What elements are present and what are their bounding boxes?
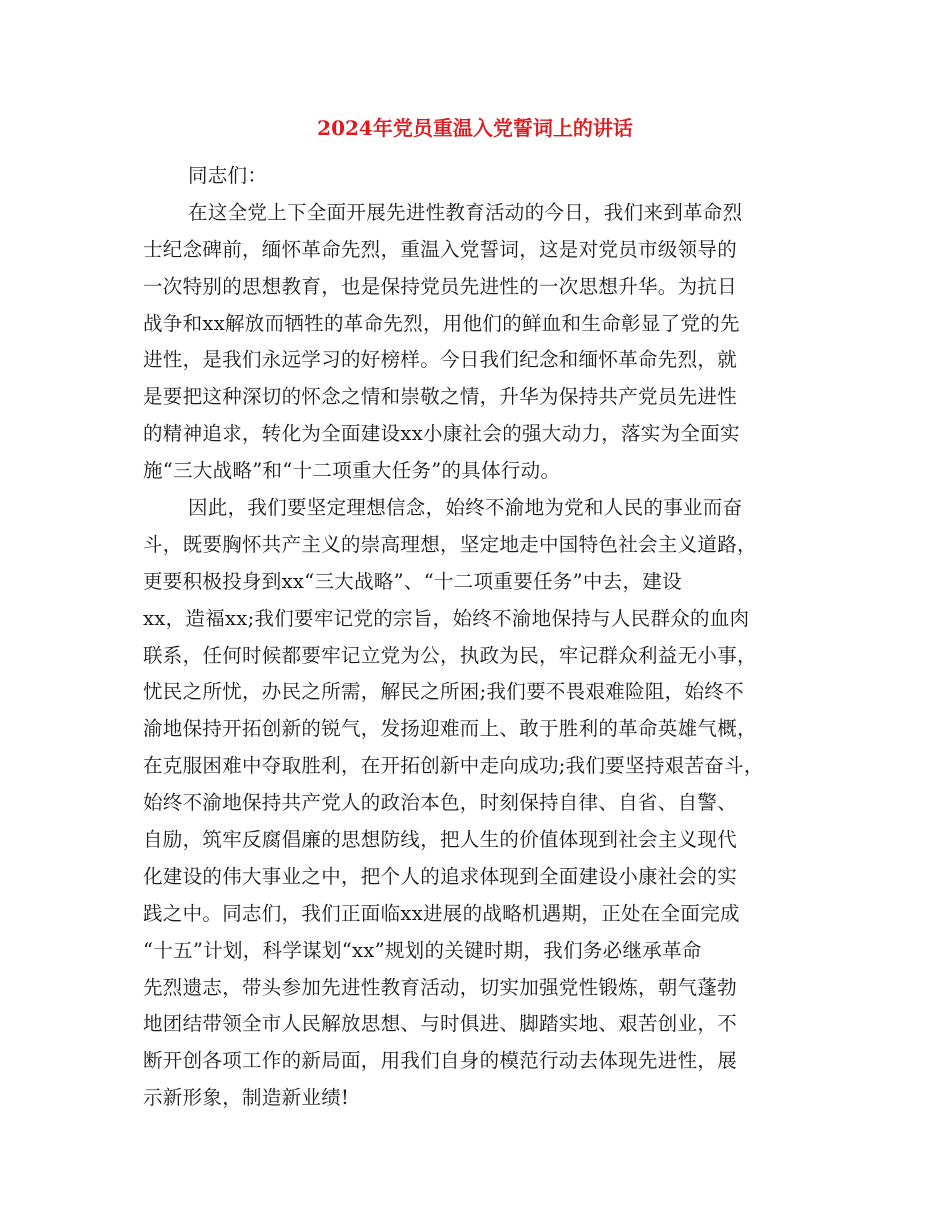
- paragraph-line: 联系，任何时候都要牢记立党为公，执政为民，牢记群众利益无小事，: [143, 643, 757, 667]
- paragraph-line: 在这全党上下全面开展先进性教育活动的今日，我们来到革命烈: [188, 200, 743, 224]
- salutation-line: 同志们：: [188, 164, 268, 187]
- paragraph-line: 士纪念碑前，缅怀革命先烈，重温入党誓词，这是对党员市级领导的: [143, 237, 738, 261]
- paragraph-line: 斗，既要胸怀共产主义的崇高理想，坚定地走中国特色社会主义道路，: [143, 532, 757, 556]
- document-title: 2024年党员重温入党誓词上的讲话: [317, 116, 633, 140]
- paragraph-line: 渝地保持开拓创新的锐气，发扬迎难而上、敢于胜利的革命英雄气概，: [143, 717, 757, 741]
- paragraph-line: 在克服困难中夺取胜利，在开拓创新中走向成功;我们要坚持艰苦奋斗，: [143, 754, 764, 778]
- paragraph-line: 先烈遗志，带头参加先进性教育活动，切实加强党性锻炼，朝气蓬勃: [143, 975, 738, 999]
- paragraph-line: 是要把这种深切的怀念之情和崇敬之情，升华为保持共产党员先进性: [143, 385, 738, 409]
- paragraph-line: 施“三大战略”和“十二项重大任务”的具体行动。: [143, 459, 561, 483]
- paragraph-line: 地团结带领全市人民解放思想、与时俱进、脚踏实地、艰苦创业，不: [143, 1012, 738, 1036]
- paragraph-line: 践之中。同志们，我们正面临xx进展的战略机遇期，正处在全面完成: [143, 901, 740, 925]
- paragraph-line: 忧民之所忧，办民之所需，解民之所困;我们要不畏艰难险阻，始终不: [143, 680, 744, 704]
- paragraph-line: 一次特别的思想教育，也是保持党员先进性的一次思想升华。为抗日: [143, 274, 738, 298]
- paragraph-line: 更要积极投身到xx“三大战略”、“十二项重要任务”中去，建设: [143, 569, 682, 593]
- paragraph-line: 化建设的伟大事业之中，把个人的追求体现到全面建设小康社会的实: [143, 864, 738, 888]
- paragraph-line: 进性，是我们永远学习的好榜样。今日我们纪念和缅怀革命先烈，就: [143, 348, 738, 372]
- document-body: [143, 158, 823, 1117]
- paragraph-line: 战争和xx解放而牺牲的革命先烈，用他们的鲜血和生命彰显了党的先: [143, 311, 740, 335]
- paragraph-line: 自励，筑牢反腐倡廉的思想防线，把人生的价值体现到社会主义现代: [143, 828, 738, 852]
- paragraph-line: xx，造福xx;我们要牢记党的宗旨，始终不渝地保持与人民群众的血肉: [143, 606, 750, 630]
- paragraph-line: 的精神追求，转化为全面建设xx小康社会的强大动力，落实为全面实: [143, 422, 740, 446]
- paragraph-line: 示新形象，制造新业绩!: [143, 1086, 350, 1110]
- paragraph-line: 因此，我们要坚定理想信念，始终不渝地为党和人民的事业而奋: [188, 496, 743, 520]
- paragraph-line: 断开创各项工作的新局面，用我们自身的模范行动去体现先进性，展: [143, 1049, 738, 1073]
- paragraph-line: 始终不渝地保持共产党人的政治本色，时刻保持自律、自省、自警、: [143, 791, 738, 815]
- paragraph-line: “十五”计划，科学谋划“xx”规划的关键时期，我们务必继承革命: [143, 938, 702, 962]
